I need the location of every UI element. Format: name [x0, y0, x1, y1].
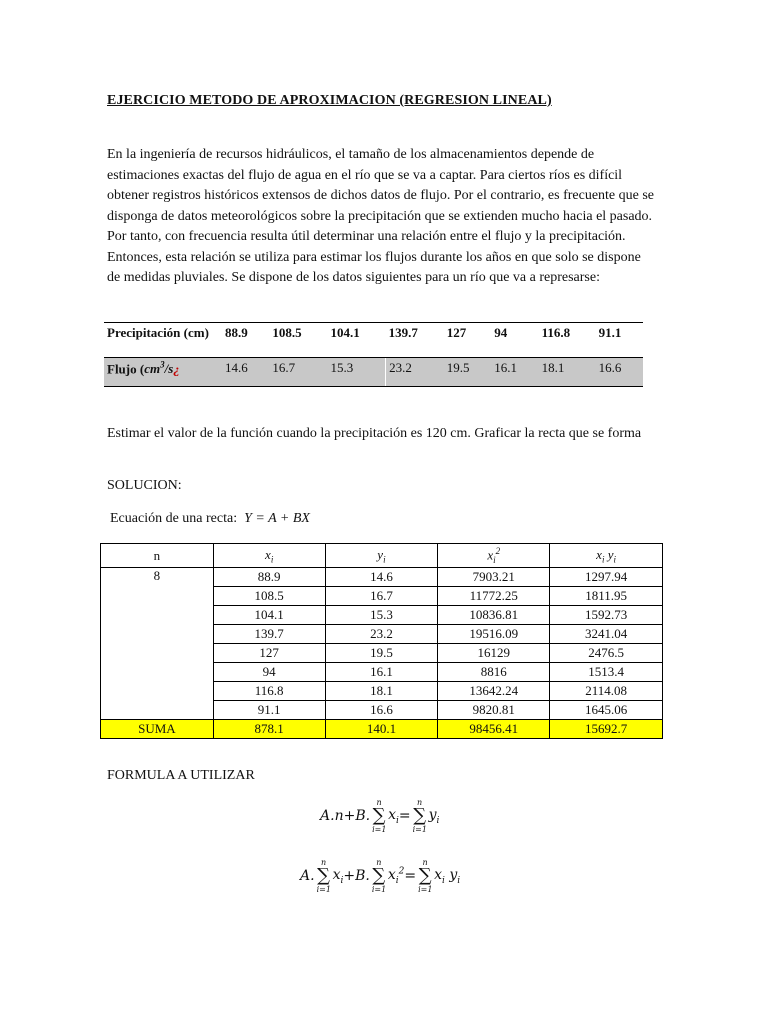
coef-b: B	[355, 808, 366, 824]
summation-icon: n ∑ i=1	[372, 798, 387, 834]
precip-value: 94	[491, 323, 538, 358]
sum-upper-limit: n	[422, 858, 428, 867]
flow-value: 16.6	[596, 358, 643, 387]
document-title: EJERCICIO METODO DE APROXIMACION (REGRESION LINEAL)	[107, 93, 552, 108]
cell-xy: 2114.08	[550, 682, 663, 701]
cell-xy: 1811.95	[550, 587, 663, 606]
coef-a: A	[300, 868, 311, 884]
sum-x2: 98456.41	[438, 720, 550, 739]
precip-value: 108.5	[269, 323, 327, 358]
cell-xy: 3241.04	[550, 625, 663, 644]
dot-operator: .	[365, 808, 371, 824]
header-xy-symbol: x	[596, 546, 602, 562]
sum-row	[101, 720, 663, 739]
cell-x: 104.1	[213, 606, 325, 625]
coef-a: A	[320, 808, 331, 824]
cell-x2: 16129	[438, 644, 550, 663]
flow-unit-cm: cm	[144, 361, 161, 377]
normal-equation-2	[300, 858, 460, 894]
equation-prefix: Ecuación de una recta:	[110, 511, 238, 526]
cell-xy: 1297.94	[550, 568, 663, 587]
term-xi: $x_i$	[388, 806, 399, 826]
cell-x2: 7903.21	[438, 568, 550, 587]
flow-row	[104, 358, 643, 387]
cell-x2: 9820.81	[438, 701, 550, 720]
regression-header-row	[101, 544, 663, 568]
sum-upper-limit: n	[417, 798, 423, 807]
normal-equation-1	[320, 798, 439, 834]
precip-value: 91.1	[596, 323, 643, 358]
sum-lower-limit: i=1	[371, 885, 387, 894]
cell-y: 19.5	[325, 644, 438, 663]
sum-lower-limit: i=1	[372, 825, 387, 834]
precipitation-label: Precipitación (cm)	[104, 323, 222, 358]
cell-x2: 11772.25	[438, 587, 550, 606]
sum-y: 140.1	[325, 720, 438, 739]
n-symbol: n	[334, 808, 344, 824]
flow-value: 15.3	[328, 358, 386, 387]
header-x-symbol: x	[265, 546, 271, 562]
flow-value: 14.6	[222, 358, 269, 387]
precip-value: 139.7	[386, 323, 444, 358]
sum-x: 878.1	[213, 720, 325, 739]
header-xy: $x_i$ $y_i$	[550, 544, 663, 568]
cell-x: 88.9	[213, 568, 325, 587]
cell-x2: 10836.81	[438, 606, 550, 625]
precip-value: 104.1	[328, 323, 386, 358]
cell-xy: 2476.5	[550, 644, 663, 663]
plus-operator: +	[343, 868, 356, 884]
header-y-symbol: y	[377, 546, 384, 562]
sum-upper-limit: n	[321, 858, 327, 867]
cell-y: 14.6	[325, 568, 438, 587]
sum-label: SUMA	[101, 720, 214, 739]
dot-operator: .	[365, 868, 370, 884]
cell-y: 16.1	[325, 663, 438, 682]
flow-label-glyph: ¿	[173, 361, 180, 377]
cell-xy: 1513.4	[550, 663, 663, 682]
header-x-squared	[438, 544, 550, 568]
header-xy-sub-i: i	[601, 554, 605, 565]
term-yi: $y_i$	[428, 806, 440, 826]
dot-operator: .	[330, 808, 335, 824]
flow-value: 16.1	[491, 358, 538, 387]
sum-lower-limit: i=1	[412, 825, 427, 834]
cell-xy: 1645.06	[550, 701, 663, 720]
precipitation-flow-table	[104, 322, 643, 387]
n-value: 8	[101, 568, 214, 720]
equals-operator: =	[404, 868, 417, 884]
header-n: n	[101, 544, 214, 568]
term-xi: $x_i$	[332, 866, 344, 886]
term-xi-squared: $x_i^2$	[387, 866, 405, 886]
summation-icon: n ∑ i=1	[418, 858, 433, 894]
term-xi-yi: $x_i$ $y_i$	[434, 866, 461, 886]
header-x-sub: i	[270, 554, 274, 565]
cell-y: 18.1	[325, 682, 438, 701]
summation-icon: n ∑ i=1	[371, 858, 387, 894]
flow-label-unit	[144, 361, 173, 376]
regression-table	[100, 543, 663, 739]
flow-value: 19.5	[444, 358, 491, 387]
precip-value: 127	[444, 323, 491, 358]
cell-x: 94	[213, 663, 325, 682]
cell-x: 127	[213, 644, 325, 663]
flow-value: 18.1	[539, 358, 596, 387]
cell-x: 116.8	[213, 682, 325, 701]
header-xy-sub-i2: i	[613, 554, 616, 565]
cell-y: 16.6	[325, 701, 438, 720]
precip-value: 88.9	[222, 323, 269, 358]
sum-upper-limit: n	[376, 798, 382, 807]
flow-label	[104, 358, 222, 387]
cell-y: 16.7	[325, 587, 438, 606]
flow-unit-per-s: /s	[164, 361, 174, 377]
question-text: Estimar el valor de la función cuando la precipitación es 120 cm. Graficar la recta que se forma	[107, 426, 642, 441]
cell-x: 91.1	[213, 701, 325, 720]
summation-icon: n ∑ i=1	[316, 858, 331, 894]
flow-unit-exponent: 3	[160, 360, 165, 370]
cell-x2: 13642.24	[438, 682, 550, 701]
cell-x: 139.7	[213, 625, 325, 644]
sum-lower-limit: i=1	[316, 885, 331, 894]
cell-x2: 8816	[438, 663, 550, 682]
plus-operator: +	[343, 808, 356, 824]
intro-paragraph: En la ingeniería de recursos hidráulicos, el tamaño de los almacenamientos depende de estimaciones exactas del flujo de agua en el río que se va a captar. Para ciertos ríos es difícil obtener registros históricos extensos de dichos datos de flujo. Por el contrario, es frecuente que se disponga de datos meteorológicos sobre la precipitación que se extienden mucho hacia el pasado. Por tanto, con frecuencia resulta útil determinar una relación entre el flujo y la precipitación. Entonces, esta relación se utiliza para estimar los flujos durante los años en que solo se dispone de medidas pluviales. Se dispone de los datos siguientes para un río que va a represarse:	[107, 147, 655, 285]
sum-upper-limit: n	[376, 858, 382, 867]
cell-y: 23.2	[325, 625, 438, 644]
sum-lower-limit: i=1	[418, 885, 433, 894]
solution-label: SOLUCION:	[107, 478, 182, 493]
header-x	[213, 544, 325, 568]
formula-label: FORMULA A UTILIZAR	[107, 768, 255, 783]
cell-xy: 1592.73	[550, 606, 663, 625]
cell-y: 15.3	[325, 606, 438, 625]
summation-icon: n ∑ i=1	[412, 798, 427, 834]
cell-x2: 19516.09	[438, 625, 550, 644]
flow-value: 23.2	[386, 358, 444, 387]
header-x2-exp: 2	[495, 546, 501, 557]
precip-value: 116.8	[539, 323, 596, 358]
cell-x: 108.5	[213, 587, 325, 606]
flow-value: 16.7	[269, 358, 327, 387]
header-x2-symbol: x	[487, 547, 494, 563]
precipitation-row	[104, 323, 643, 358]
table-row	[101, 568, 663, 587]
header-y	[325, 544, 438, 568]
header-x2-sub: i	[493, 554, 496, 565]
dot-operator: .	[310, 868, 315, 884]
flow-label-prefix: Flujo (	[107, 361, 145, 377]
header-y-sub: i	[383, 554, 386, 565]
sum-xy: 15692.7	[550, 720, 663, 739]
line-equation	[110, 511, 310, 527]
equation-formula: Y = A + BX	[244, 511, 310, 526]
equals-operator: =	[398, 808, 411, 824]
coef-b: B	[355, 868, 366, 884]
